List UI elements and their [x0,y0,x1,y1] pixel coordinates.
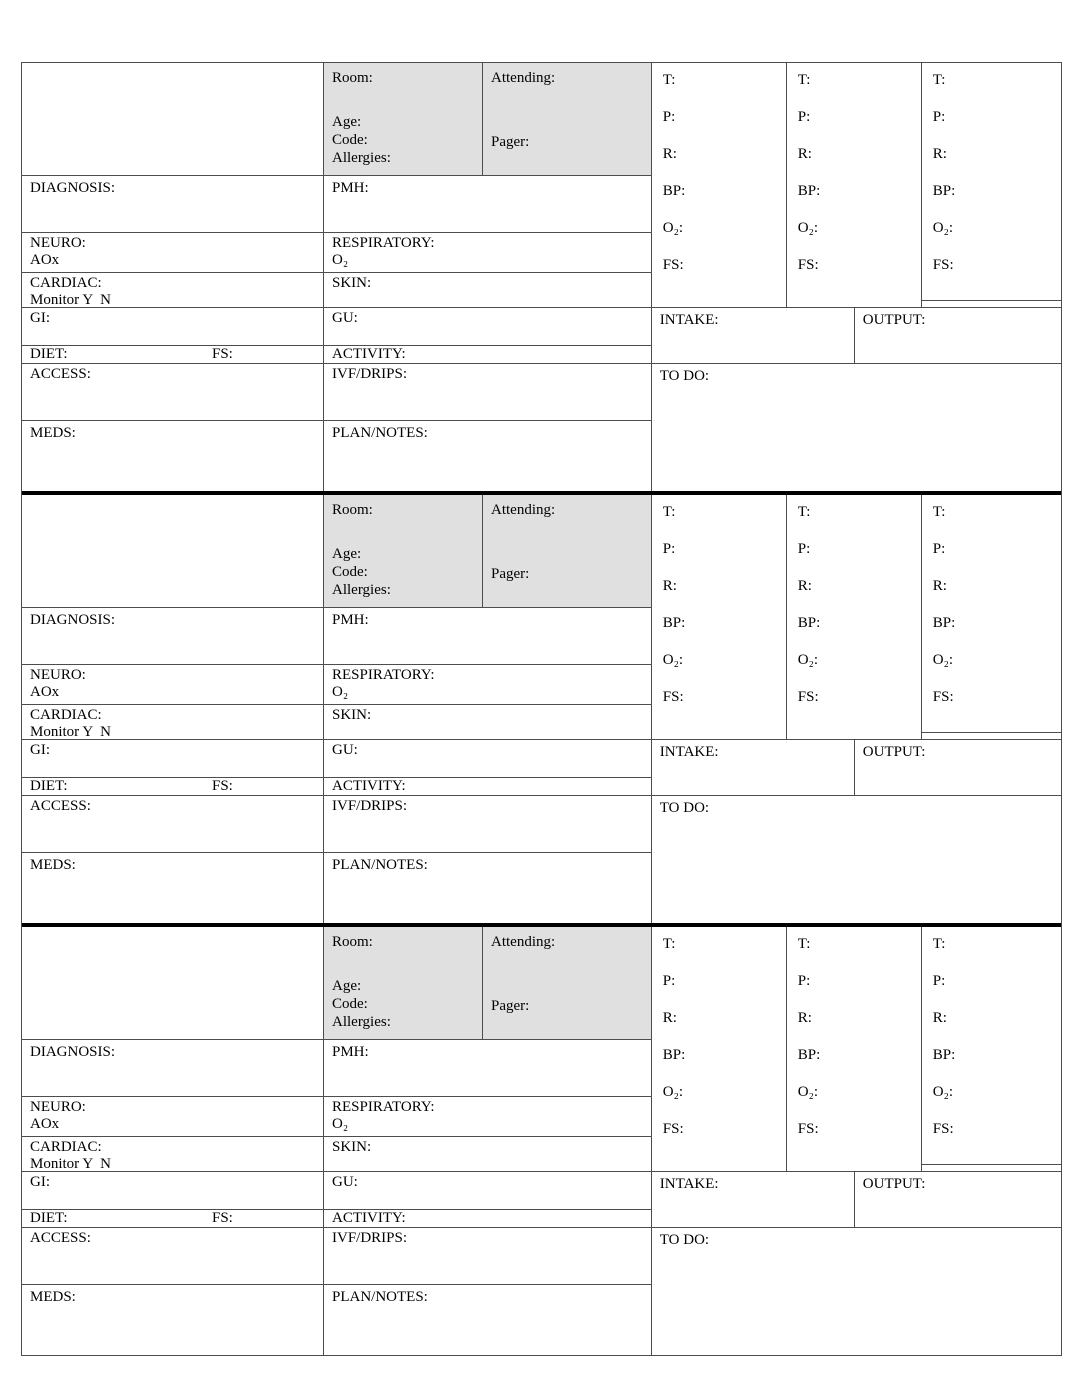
cardiac-detail-label: Monitor Y N [30,724,111,740]
activity-label: ACTIVITY: [332,778,406,794]
diet-cell [22,346,324,363]
code-label: Code: [332,564,368,580]
patient-block-left-region [22,495,652,923]
resp-label: R: [797,1010,812,1026]
diagnosis-pmh-row [22,1040,652,1097]
ivf-drips-label: IVF/DRIPS: [332,1230,408,1246]
output-label: OUTPUT: [862,1176,926,1192]
pmh-label: PMH: [332,612,369,628]
respiratory-label: RESPIRATORY: [332,667,435,683]
header-info-cells [324,63,652,175]
age-label: Age: [332,114,362,130]
meds-cell [22,853,324,923]
attending-label: Attending: [491,502,556,518]
intake-output-row [652,740,1061,796]
diet-label: DIET: [30,346,68,362]
plan-notes-label: PLAN/NOTES: [332,857,428,873]
patient-block-right-region [652,927,1061,1355]
activity-cell [324,346,652,363]
access-ivf-row [22,364,652,421]
respiratory-label: RESPIRATORY: [332,1099,435,1115]
attending-label: Attending: [491,70,556,86]
gi-label: GI: [30,1174,50,1190]
gu-label: GU: [332,1174,358,1190]
neuro-respiratory-row [22,233,652,273]
access-ivf-row [22,1228,652,1285]
access-label: ACCESS: [30,798,91,814]
meds-cell [22,421,324,491]
respiratory-detail-label: O₂ [332,684,349,700]
pulse-label: P: [662,541,676,557]
vitals-column-1 [652,63,787,307]
access-cell [22,1228,324,1284]
plan-notes-cell [324,421,652,491]
blank-line [332,87,474,113]
resp-label: R: [932,146,947,162]
todo-label: TO DO: [659,1232,710,1248]
meds-label: MEDS: [30,857,76,873]
neuro-label: NEURO: [30,1099,86,1115]
cardiac-cell [22,273,324,307]
intake-label: INTAKE: [659,312,719,328]
meds-plan-row [22,1285,652,1355]
skin-label: SKIN: [332,707,372,723]
vitals-column-2 [787,63,922,307]
header-info-cells [324,495,652,607]
cardiac-skin-row [22,273,652,308]
temp-label: T: [662,72,676,88]
o2-label: O₂: [932,1084,954,1100]
gi-cell [22,740,324,777]
fs-vital-label: FS: [662,689,684,705]
resp-label: R: [662,578,677,594]
respiratory-cell [324,665,652,704]
fs-vital-label: FS: [932,689,954,705]
bp-label: BP: [932,1047,956,1063]
room-info-cell [324,927,483,1039]
meds-label: MEDS: [30,425,76,441]
meds-plan-row [22,421,652,491]
resp-label: R: [662,146,677,162]
skin-cell [324,705,652,739]
access-label: ACCESS: [30,1230,91,1246]
skin-cell [324,273,652,307]
todo-cell [652,796,1061,923]
o2-label: O₂: [797,1084,819,1100]
temp-label: T: [797,72,811,88]
vitals-column-3 [922,63,1061,307]
intake-output-row [652,1172,1061,1228]
header-row [22,495,652,608]
pager-label: Pager: [491,134,530,150]
pulse-label: P: [662,109,676,125]
cardiac-skin-row [22,1137,652,1172]
pulse-label: P: [797,109,811,125]
cardiac-label: CARDIAC: [30,1139,102,1155]
skin-label: SKIN: [332,275,372,291]
age-label: Age: [332,978,362,994]
room-label: Room: [332,70,373,86]
allergies-label: Allergies: [332,1014,391,1030]
vitals-row [652,927,1061,1172]
cardiac-label: CARDIAC: [30,707,102,723]
neuro-detail-label: AOx [30,252,60,268]
pmh-cell [324,1040,652,1096]
fs-vital-label: FS: [797,257,819,273]
diet-cell [22,1210,324,1227]
temp-label: T: [797,936,811,952]
plan-notes-label: PLAN/NOTES: [332,1289,428,1305]
diet-activity-row [22,1210,652,1228]
bp-label: BP: [797,615,821,631]
vitals-column-3 [922,927,1061,1171]
o2-label: O₂: [662,220,684,236]
attending-info-cell [483,63,651,175]
intake-label: INTAKE: [659,744,719,760]
vitals-column-3 [922,495,1061,739]
temp-label: T: [932,72,946,88]
output-cell [855,308,1061,363]
patient-block [22,495,1061,923]
patient-name-cell [22,927,324,1039]
neuro-cell [22,1097,324,1136]
output-label: OUTPUT: [862,312,926,328]
patient-block-right-region [652,63,1061,491]
access-cell [22,796,324,852]
neuro-detail-label: AOx [30,1116,60,1132]
bp-label: BP: [662,183,686,199]
neuro-respiratory-row [22,665,652,705]
respiratory-detail-label: O₂ [332,252,349,268]
fs-label: FS: [212,346,233,362]
fs-vital-label: FS: [797,1121,819,1137]
activity-label: ACTIVITY: [332,346,406,362]
gi-label: GI: [30,742,50,758]
blank-line [332,951,474,977]
diagnosis-cell [22,1040,324,1096]
age-label: Age: [332,546,362,562]
room-label: Room: [332,502,373,518]
allergies-label: Allergies: [332,582,391,598]
cardiac-label: CARDIAC: [30,275,102,291]
pmh-cell [324,608,652,664]
header-row [22,927,652,1040]
gi-gu-row [22,1172,652,1210]
diet-cell [22,778,324,795]
activity-cell [324,1210,652,1227]
room-info-cell [324,495,483,607]
meds-cell [22,1285,324,1355]
pmh-label: PMH: [332,1044,369,1060]
diagnosis-cell [22,176,324,232]
patient-name-cell [22,63,324,175]
output-cell [855,1172,1061,1227]
todo-label: TO DO: [659,800,710,816]
patient-block-left-region [22,63,652,491]
room-label: Room: [332,934,373,950]
bp-label: BP: [662,615,686,631]
meds-plan-row [22,853,652,923]
cardiac-cell [22,1137,324,1171]
ivf-drips-cell [324,1228,652,1284]
gu-cell [324,308,652,345]
vitals-row [652,63,1061,308]
o2-label: O₂: [797,652,819,668]
skin-label: SKIN: [332,1139,372,1155]
cardiac-detail-label: Monitor Y N [30,1156,111,1172]
temp-label: T: [797,504,811,520]
intake-output-row [652,308,1061,364]
access-label: ACCESS: [30,366,91,382]
pulse-label: P: [932,973,946,989]
diet-activity-row [22,778,652,796]
patient-name-cell [22,495,324,607]
intake-cell [652,308,855,363]
pulse-label: P: [797,541,811,557]
plan-notes-label: PLAN/NOTES: [332,425,428,441]
vitals-row [652,495,1061,740]
gu-cell [324,740,652,777]
header-row [22,63,652,176]
pmh-label: PMH: [332,180,369,196]
gi-label: GI: [30,310,50,326]
output-cell [855,740,1061,795]
patient-block-right-region [652,495,1061,923]
pulse-label: P: [932,541,946,557]
vitals-column-2 [787,927,922,1171]
room-info-cell [324,63,483,175]
respiratory-cell [324,233,652,272]
pulse-label: P: [932,109,946,125]
temp-label: T: [662,504,676,520]
bp-label: BP: [797,183,821,199]
diagnosis-label: DIAGNOSIS: [30,1044,116,1060]
respiratory-label: RESPIRATORY: [332,235,435,251]
todo-cell [652,1228,1061,1355]
cardiac-skin-row [22,705,652,740]
diagnosis-pmh-row [22,608,652,665]
skin-cell [324,1137,652,1171]
pmh-cell [324,176,652,232]
intake-cell [652,1172,855,1227]
diagnosis-label: DIAGNOSIS: [30,612,116,628]
plan-notes-cell [324,1285,652,1355]
resp-label: R: [797,578,812,594]
neuro-respiratory-row [22,1097,652,1137]
meds-label: MEDS: [30,1289,76,1305]
respiratory-cell [324,1097,652,1136]
ivf-drips-label: IVF/DRIPS: [332,366,408,382]
o2-label: O₂: [932,220,954,236]
diagnosis-cell [22,608,324,664]
attending-label: Attending: [491,934,556,950]
resp-label: R: [797,146,812,162]
access-ivf-row [22,796,652,853]
access-cell [22,364,324,420]
bp-label: BP: [662,1047,686,1063]
activity-label: ACTIVITY: [332,1210,406,1226]
code-label: Code: [332,132,368,148]
pager-label: Pager: [491,566,530,582]
neuro-label: NEURO: [30,667,86,683]
temp-label: T: [932,936,946,952]
o2-label: O₂: [797,220,819,236]
respiratory-detail-label: O₂ [332,1116,349,1132]
gu-label: GU: [332,310,358,326]
resp-label: R: [932,1010,947,1026]
bp-label: BP: [932,183,956,199]
allergies-label: Allergies: [332,150,391,166]
ivf-drips-cell [324,796,652,852]
header-info-cells [324,927,652,1039]
gi-cell [22,1172,324,1209]
neuro-cell [22,233,324,272]
resp-label: R: [662,1010,677,1026]
fs-vital-label: FS: [932,1121,954,1137]
todo-label: TO DO: [659,368,710,384]
diet-label: DIET: [30,1210,68,1226]
diagnosis-pmh-row [22,176,652,233]
neuro-label: NEURO: [30,235,86,251]
patient-block [22,63,1061,491]
neuro-detail-label: AOx [30,684,60,700]
attending-info-cell [483,495,651,607]
plan-notes-cell [324,853,652,923]
intake-cell [652,740,855,795]
pager-label: Pager: [491,998,530,1014]
diet-label: DIET: [30,778,68,794]
fs-label: FS: [212,1210,233,1226]
o2-label: O₂: [932,652,954,668]
activity-cell [324,778,652,795]
bp-label: BP: [932,615,956,631]
o2-label: O₂: [662,652,684,668]
ivf-drips-label: IVF/DRIPS: [332,798,408,814]
fs-vital-label: FS: [932,257,954,273]
fs-vital-label: FS: [662,257,684,273]
diet-activity-row [22,346,652,364]
o2-label: O₂: [662,1084,684,1100]
vitals-column-1 [652,927,787,1171]
diagnosis-label: DIAGNOSIS: [30,180,116,196]
fs-label: FS: [212,778,233,794]
gu-label: GU: [332,742,358,758]
report-sheet [21,62,1062,1356]
temp-label: T: [662,936,676,952]
output-label: OUTPUT: [862,744,926,760]
blank-line [332,519,474,545]
cardiac-cell [22,705,324,739]
pulse-label: P: [797,973,811,989]
ivf-drips-cell [324,364,652,420]
pulse-label: P: [662,973,676,989]
todo-cell [652,364,1061,491]
resp-label: R: [932,578,947,594]
bp-label: BP: [797,1047,821,1063]
attending-info-cell [483,927,651,1039]
patient-block-left-region [22,927,652,1355]
code-label: Code: [332,996,368,1012]
fs-vital-label: FS: [662,1121,684,1137]
cardiac-detail-label: Monitor Y N [30,292,111,308]
gi-gu-row [22,740,652,778]
vitals-column-1 [652,495,787,739]
temp-label: T: [932,504,946,520]
patient-block [22,927,1061,1355]
vitals-column-2 [787,495,922,739]
neuro-cell [22,665,324,704]
gi-cell [22,308,324,345]
fs-vital-label: FS: [797,689,819,705]
gi-gu-row [22,308,652,346]
intake-label: INTAKE: [659,1176,719,1192]
gu-cell [324,1172,652,1209]
